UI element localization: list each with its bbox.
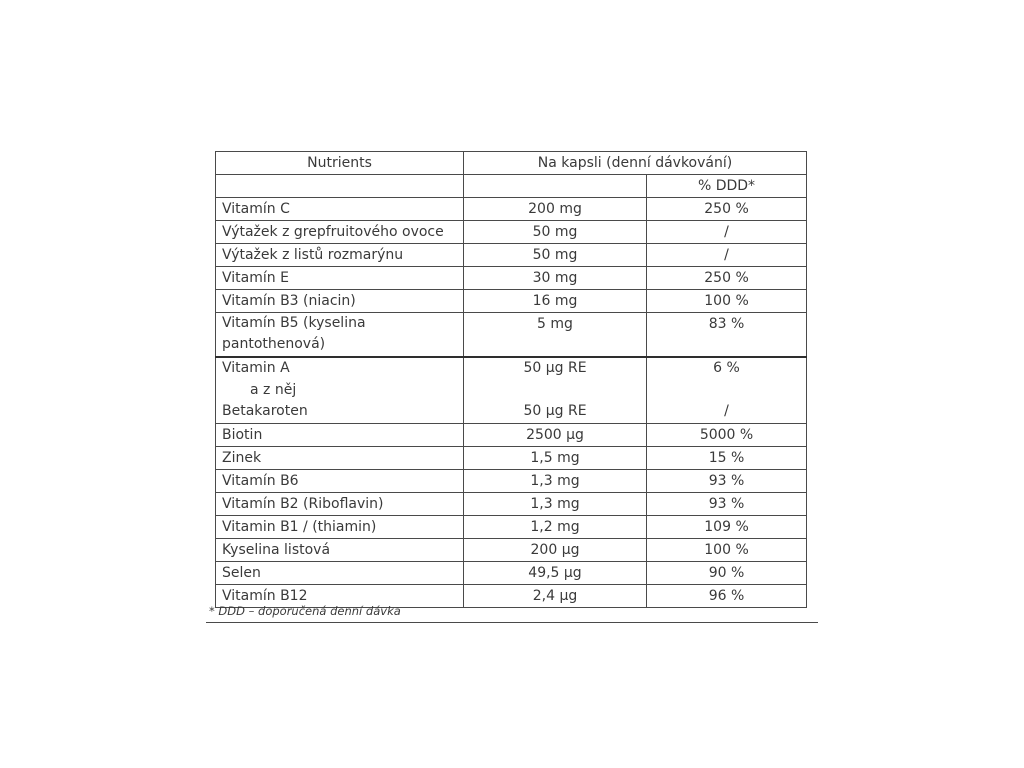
nutrient-amount: 1,3 mg [464, 470, 647, 493]
table-row [216, 562, 807, 585]
header-per-capsule: Na kapsli (denní dávkování) [464, 152, 807, 175]
nutrient-name: Zinek [216, 447, 464, 470]
table-row [216, 267, 807, 290]
header-row [216, 152, 807, 175]
nutrient-amount: 49,5 µg [464, 562, 647, 585]
header-nutrients: Nutrients [216, 152, 464, 175]
table-row [216, 493, 807, 516]
nutrient-percent-vitamin-a [647, 357, 807, 424]
nutrient-name: Biotin [216, 424, 464, 447]
nutrient-name: Selen [216, 562, 464, 585]
table-row [216, 290, 807, 313]
table-row [216, 221, 807, 244]
nutrient-amount: 50 mg [464, 244, 647, 267]
nutrient-percent: 109 % [647, 516, 807, 539]
table-row [216, 313, 807, 358]
vitamin-a-amount: 50 µg RE [523, 360, 587, 376]
table-row [216, 539, 807, 562]
nutrient-percent: 90 % [647, 562, 807, 585]
nutrient-name: Vitamín B6 [216, 470, 464, 493]
nutrient-amount: 50 mg [464, 221, 647, 244]
nutrient-percent: 15 % [647, 447, 807, 470]
subheader-percent-ddd: % DDD* [647, 175, 807, 198]
nutrient-percent: 250 % [647, 267, 807, 290]
vitamin-a-percent: 6 % [713, 360, 740, 376]
table-row [216, 424, 807, 447]
betakaroten-amount: 50 µg RE [523, 403, 587, 419]
footnote: * DDD – doporučená denní dávka [209, 604, 401, 618]
nutrient-amount: 2,4 µg [464, 585, 647, 608]
nutrient-name-vitamin-a [216, 357, 464, 424]
nutrient-percent: 96 % [647, 585, 807, 608]
nutrient-name: Vitamín B12 [216, 585, 464, 608]
nutrient-name: Vitamín E [216, 267, 464, 290]
table-row [216, 516, 807, 539]
subheader-row [216, 175, 807, 198]
nutrient-percent: / [647, 221, 807, 244]
nutrient-name: Kyselina listová [216, 539, 464, 562]
table-row [216, 470, 807, 493]
nutrient-name: Vitamín B2 (Riboflavin) [216, 493, 464, 516]
nutrient-name: Vitamin B1 / (thiamin) [216, 516, 464, 539]
nutrient-percent: 93 % [647, 470, 807, 493]
nutrient-name: Vitamín B5 (kyselina pantothenová) [216, 313, 464, 358]
nutrient-amount: 16 mg [464, 290, 647, 313]
nutrient-percent: 100 % [647, 290, 807, 313]
nutrient-name: Vitamín C [216, 198, 464, 221]
subheader-empty-2 [464, 175, 647, 198]
nutrient-percent: 250 % [647, 198, 807, 221]
betakaroten-percent: / [724, 403, 729, 419]
nutrient-amount: 1,3 mg [464, 493, 647, 516]
table-row [216, 198, 807, 221]
nutrient-percent: 93 % [647, 493, 807, 516]
nutrient-percent: / [647, 244, 807, 267]
vitamin-a-percent-spacer [653, 380, 800, 402]
nutrient-amount: 1,2 mg [464, 516, 647, 539]
nutrient-amount: 200 mg [464, 198, 647, 221]
footnote-divider [206, 622, 818, 623]
nutrient-percent: 5000 % [647, 424, 807, 447]
table-row [216, 244, 807, 267]
nutrient-amount: 30 mg [464, 267, 647, 290]
nutrient-percent: 100 % [647, 539, 807, 562]
vitamin-a-spacer [470, 380, 640, 402]
betakaroten-name: Betakaroten [222, 403, 308, 419]
vitamin-a-name: Vitamin A [222, 360, 290, 376]
nutrition-table [215, 151, 807, 608]
nutrient-amount-vitamin-a [464, 357, 647, 424]
nutrient-amount: 2500 µg [464, 424, 647, 447]
nutrient-amount: 1,5 mg [464, 447, 647, 470]
nutrient-name: Výtažek z listů rozmarýnu [216, 244, 464, 267]
subheader-empty-1 [216, 175, 464, 198]
nutrient-name: Výtažek z grepfruitového ovoce [216, 221, 464, 244]
nutrient-name: Vitamín B3 (niacin) [216, 290, 464, 313]
vitamin-a-sub-label: a z něj [250, 381, 297, 398]
nutrient-amount: 200 µg [464, 539, 647, 562]
nutrient-percent: 83 % [647, 313, 807, 358]
nutrient-amount: 5 mg [464, 313, 647, 358]
table-row [216, 447, 807, 470]
table-row-vitamin-a [216, 357, 807, 424]
